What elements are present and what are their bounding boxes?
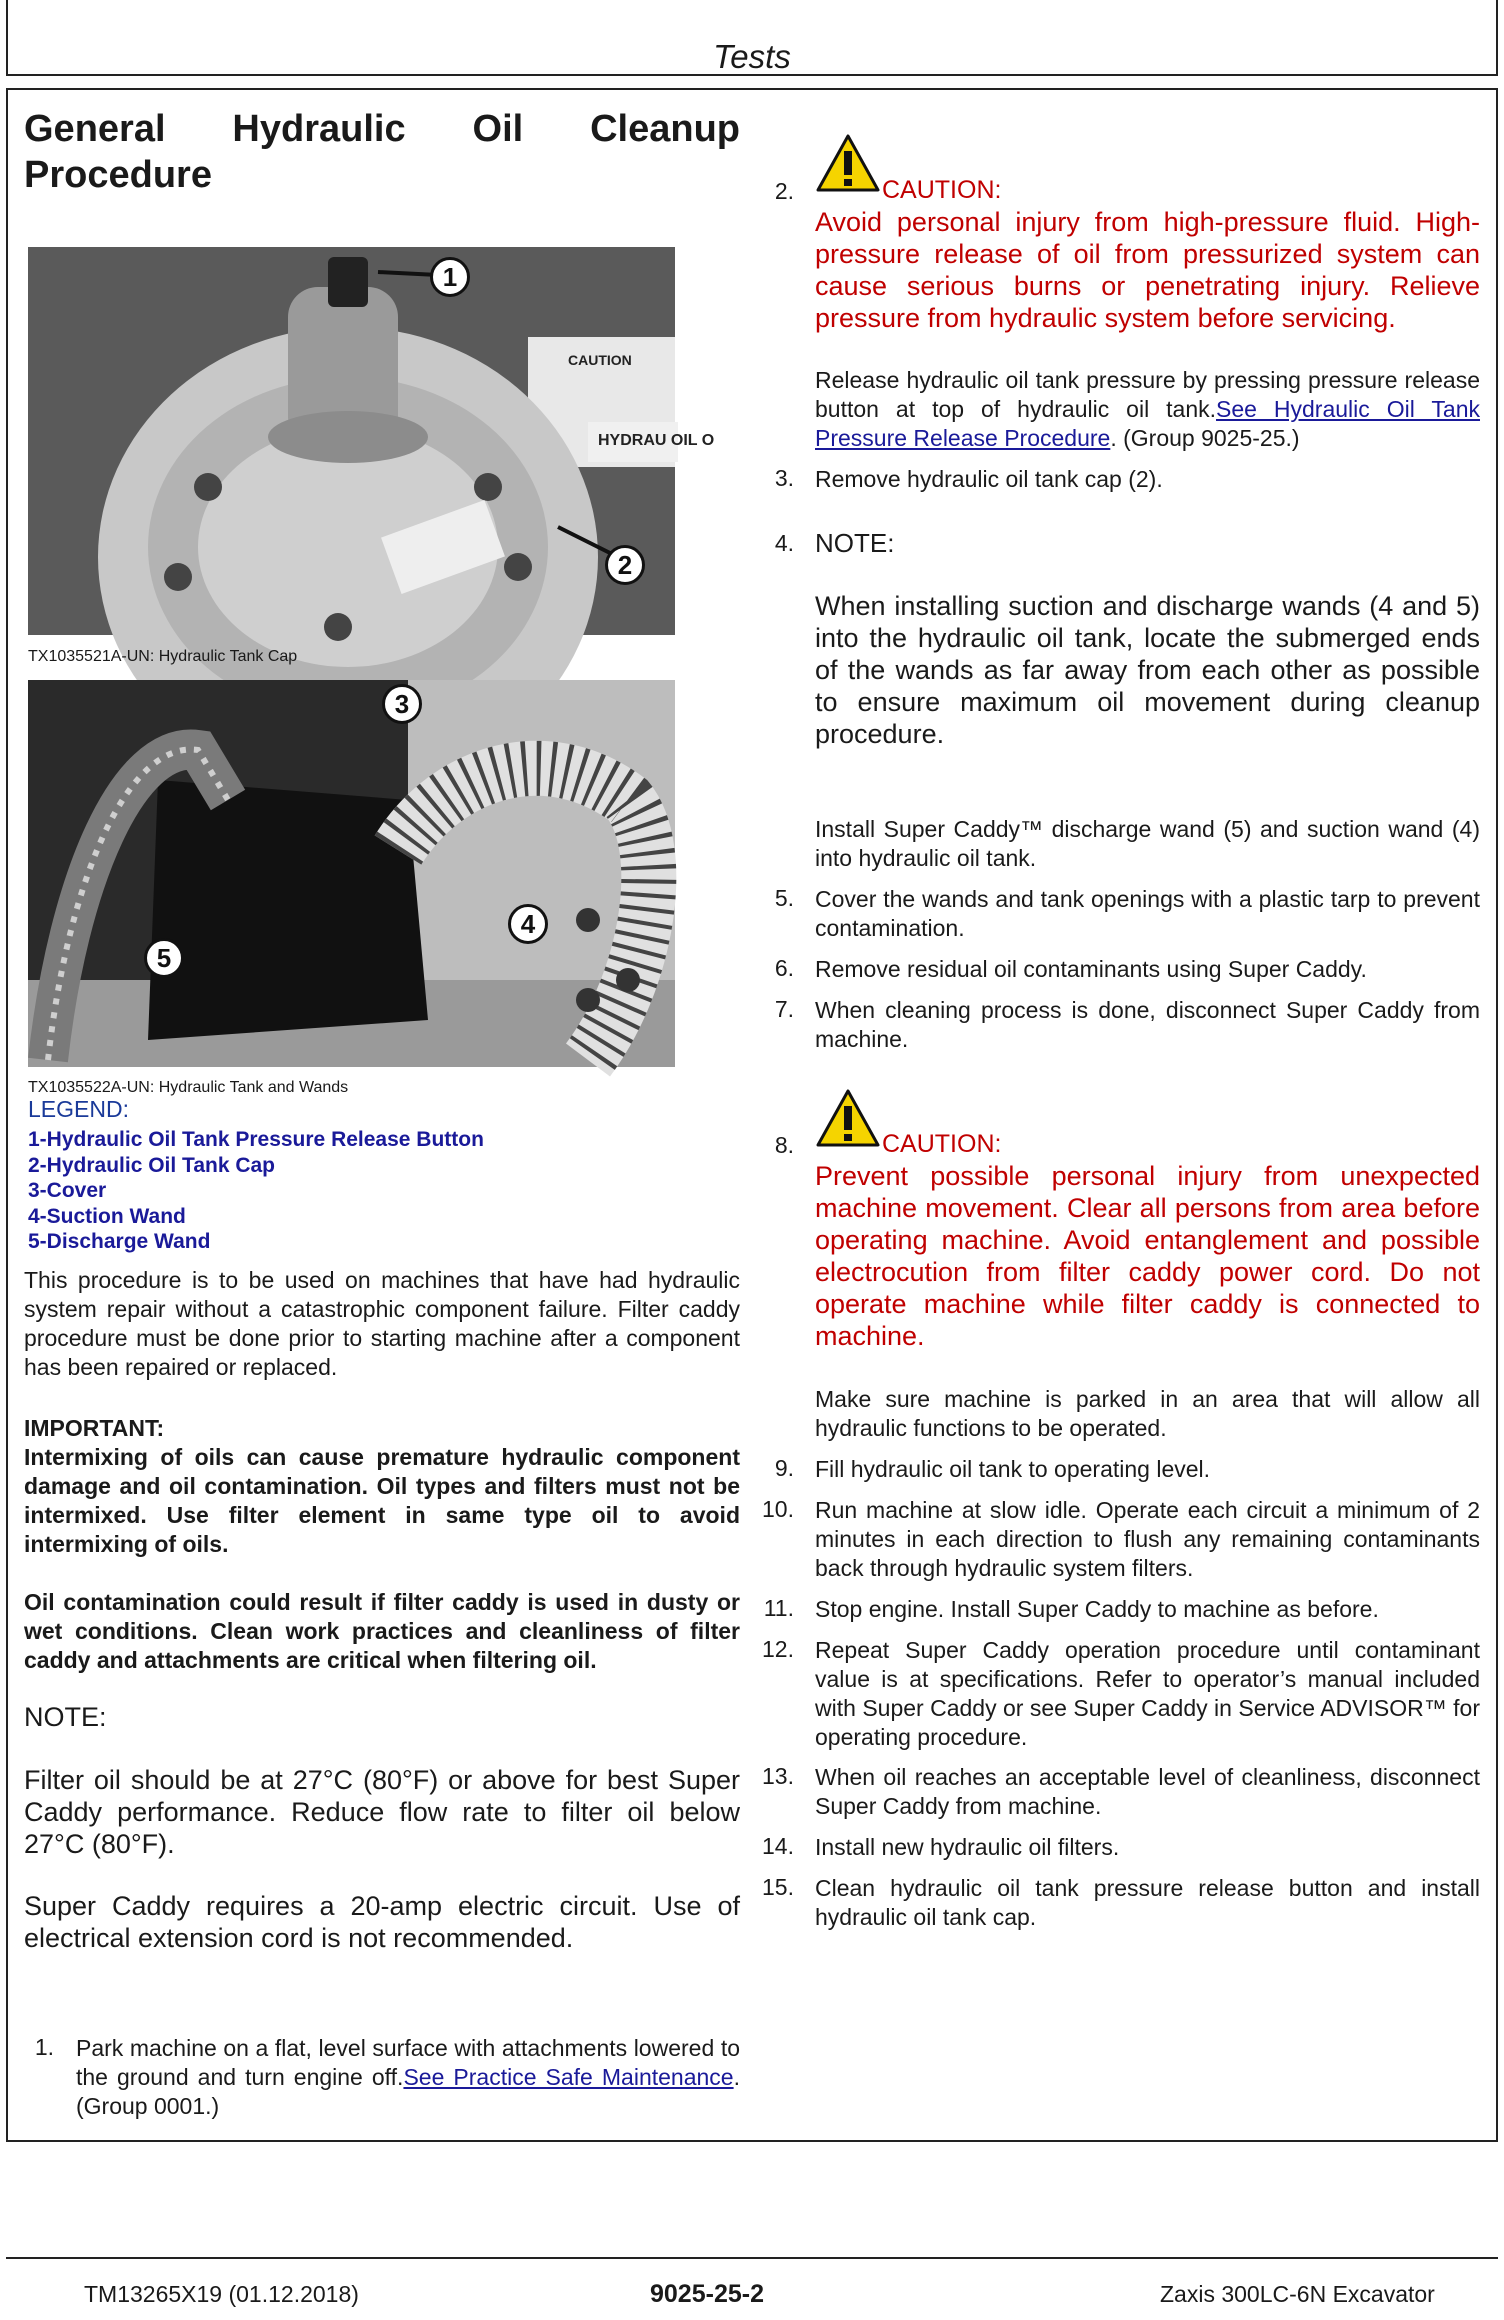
- caution-warning-text: Avoid personal injury from high-pressure fluid. High-pressure release of oil from pressurized system can cause serious burns or penetrating injury. Relieve pressure from hydraulic system before servicing.: [815, 207, 1480, 333]
- section-title: Tests: [713, 38, 791, 75]
- step-2-text: [815, 366, 1480, 453]
- figure-tank-cap: [28, 247, 715, 635]
- callout-2: 2: [605, 545, 645, 585]
- step-number: 1.: [34, 2034, 54, 2060]
- step-number: 10.: [762, 1496, 794, 1522]
- step-number: 4.: [774, 530, 794, 556]
- tank-wands-illustration: [28, 680, 675, 1067]
- warning-icon: [815, 1088, 881, 1148]
- step-number: 5.: [774, 885, 794, 911]
- step-number: 8.: [774, 1132, 794, 1158]
- note-label: NOTE:: [24, 1702, 107, 1732]
- step-8-text: Make sure machine is parked in an area that will allow all hydraulic functions to be operated.: [815, 1386, 1480, 1441]
- callout-4: 4: [508, 904, 548, 944]
- legend-item: 2-Hydraulic Oil Tank Cap: [28, 1153, 276, 1177]
- legend-list: [28, 1127, 484, 1255]
- step-6-text: Remove residual oil contaminants using Super Caddy.: [815, 956, 1367, 982]
- legend-heading: LEGEND:: [28, 1096, 129, 1122]
- caution-label: CAUTION:: [882, 176, 1002, 204]
- legend-item: 3-Cover: [28, 1179, 107, 1202]
- note-paragraph-2: Super Caddy requires a 20-amp electric circuit. Use of electrical extension cord is not recommended.: [24, 1891, 740, 1953]
- step-number: 15.: [762, 1874, 794, 1900]
- link-pressure-release-procedure[interactable]: See Hydraulic Oil Tank Pressure Release Procedure: [815, 396, 1480, 451]
- step-number: 11.: [763, 1595, 794, 1621]
- important-paragraph-1: Intermixing of oils can cause premature hydraulic component damage and oil contamination. Oil types and filters must not be intermixed. Use filter element in same type oil to avoid intermixing of oils.: [24, 1444, 740, 1557]
- step-number: 12.: [762, 1636, 794, 1662]
- step-15-text: Clean hydraulic oil tank pressure release button and install hydraulic oil tank cap.: [815, 1875, 1480, 1930]
- caution-warning-text: Prevent possible personal injury from unexpected machine movement. Clear all persons from area before operating machine. Avoid entanglement and possible electrocution from filter caddy power cord. Do not operate machine while filter caddy is connected to machine.: [815, 1161, 1480, 1351]
- step-number: 2.: [774, 178, 794, 204]
- footer-doc-id: TM13265X19 (01.12.2018): [84, 2281, 359, 2307]
- figure-tank-wands: [28, 680, 675, 1067]
- step-9-text: Fill hydraulic oil tank to operating level.: [815, 1456, 1211, 1482]
- callout-3: 3: [382, 684, 422, 724]
- callout-1: 1: [430, 257, 470, 297]
- step-10-text: Run machine at slow idle. Operate each circuit a minimum of 2 minutes in each direction to flush any remaining contaminants back through hydraulic system filters.: [815, 1497, 1480, 1581]
- note-paragraph-1: Filter oil should be at 27°C (80°F) or above for best Super Caddy performance. Reduce flow rate to filter oil below 27°C (80°F).: [24, 1765, 740, 1859]
- step-number: 3.: [774, 465, 794, 491]
- step-5-text: Cover the wands and tank openings with a plastic tarp to prevent contamination.: [815, 886, 1480, 941]
- decal-hydraulic-text: HYDRAU OIL O: [598, 432, 715, 449]
- step-13-text: When oil reaches an acceptable level of cleanliness, disconnect Super Caddy from machine.: [815, 1764, 1480, 1819]
- page-title: General Hydraulic Oil Cleanup: [24, 108, 740, 150]
- important-paragraph-2: Oil contamination could result if filter caddy is used in dusty or wet conditions. Clean work practices and cleanliness of filter caddy and attachments are critical when filtering oil.: [24, 1589, 740, 1673]
- step-number: 7.: [774, 996, 794, 1022]
- link-practice-safe-maintenance[interactable]: See Practice Safe Maintenance: [403, 2064, 734, 2090]
- step-2-tail: . (Group 9025-25.): [1110, 425, 1300, 451]
- legend-item: 1-Hydraulic Oil Tank Pressure Release Button: [28, 1128, 484, 1151]
- decal-caution-text: CAUTION: [568, 352, 632, 368]
- step-1-body: Park machine on a flat, level surface with attachments lowered to the ground and turn engine off.: [76, 2035, 740, 2090]
- step-4-note-text: When installing suction and discharge wands (4 and 5) into the hydraulic oil tank, locate the submerged ends of the wands as far away from each other as possible to ensure maximum oil movement during cleanup procedure.: [815, 591, 1480, 749]
- footer-page-number: 9025-25-2: [650, 2280, 764, 2308]
- step-7-text: When cleaning process is done, disconnect Super Caddy from machine.: [815, 997, 1480, 1052]
- step-11-text: Stop engine. Install Super Caddy to machine as before.: [815, 1596, 1379, 1622]
- callout-5: 5: [144, 938, 184, 978]
- intro-paragraph: This procedure is to be used on machines that have had hydraulic system repair without a catastrophic component failure. Filter caddy procedure must be done prior to starting machine after a component has been repaired or replaced.: [24, 1267, 740, 1380]
- legend-item: 5-Discharge Wand: [28, 1230, 211, 1253]
- legend-item: 4-Suction Wand: [28, 1204, 186, 1228]
- page-title-line2: Procedure: [24, 154, 212, 196]
- step-1-tail: . (Group 0001.): [76, 2064, 740, 2119]
- footer-machine-model: Zaxis 300LC-6N Excavator: [1160, 2281, 1435, 2307]
- step-14-text: Install new hydraulic oil filters.: [815, 1834, 1120, 1860]
- figure-caption-1: TX1035521A-UN: Hydraulic Tank Cap: [28, 648, 298, 665]
- step-number: 14.: [762, 1833, 794, 1859]
- step-number: 13.: [762, 1763, 794, 1789]
- caution-label: CAUTION:: [882, 1130, 1002, 1158]
- step-4-text: Install Super Caddy™ discharge wand (5) and suction wand (4) into hydraulic oil tank.: [815, 816, 1480, 871]
- warning-icon: [815, 133, 881, 193]
- step-1-text: [76, 2034, 740, 2121]
- tank-cap-illustration: [28, 247, 715, 635]
- step-number: 6.: [774, 955, 794, 981]
- step-3-text: Remove hydraulic oil tank cap (2).: [815, 466, 1163, 492]
- note-label: NOTE:: [815, 528, 895, 558]
- step-number: 9.: [774, 1455, 794, 1481]
- figure-caption-2: TX1035522A-UN: Hydraulic Tank and Wands: [28, 1079, 349, 1096]
- footer-rule: [6, 2257, 1498, 2259]
- step-2-body: Release hydraulic oil tank pressure by pressing pressure release button at top of hydraulic oil tank.: [815, 367, 1480, 422]
- important-label: IMPORTANT:: [24, 1415, 165, 1441]
- step-12-text: Repeat Super Caddy operation procedure until contaminant value is at specifications. Refer to operator’s manual included with Super Caddy or see Super Caddy in Service ADVISOR™ for operating procedure.: [815, 1637, 1480, 1750]
